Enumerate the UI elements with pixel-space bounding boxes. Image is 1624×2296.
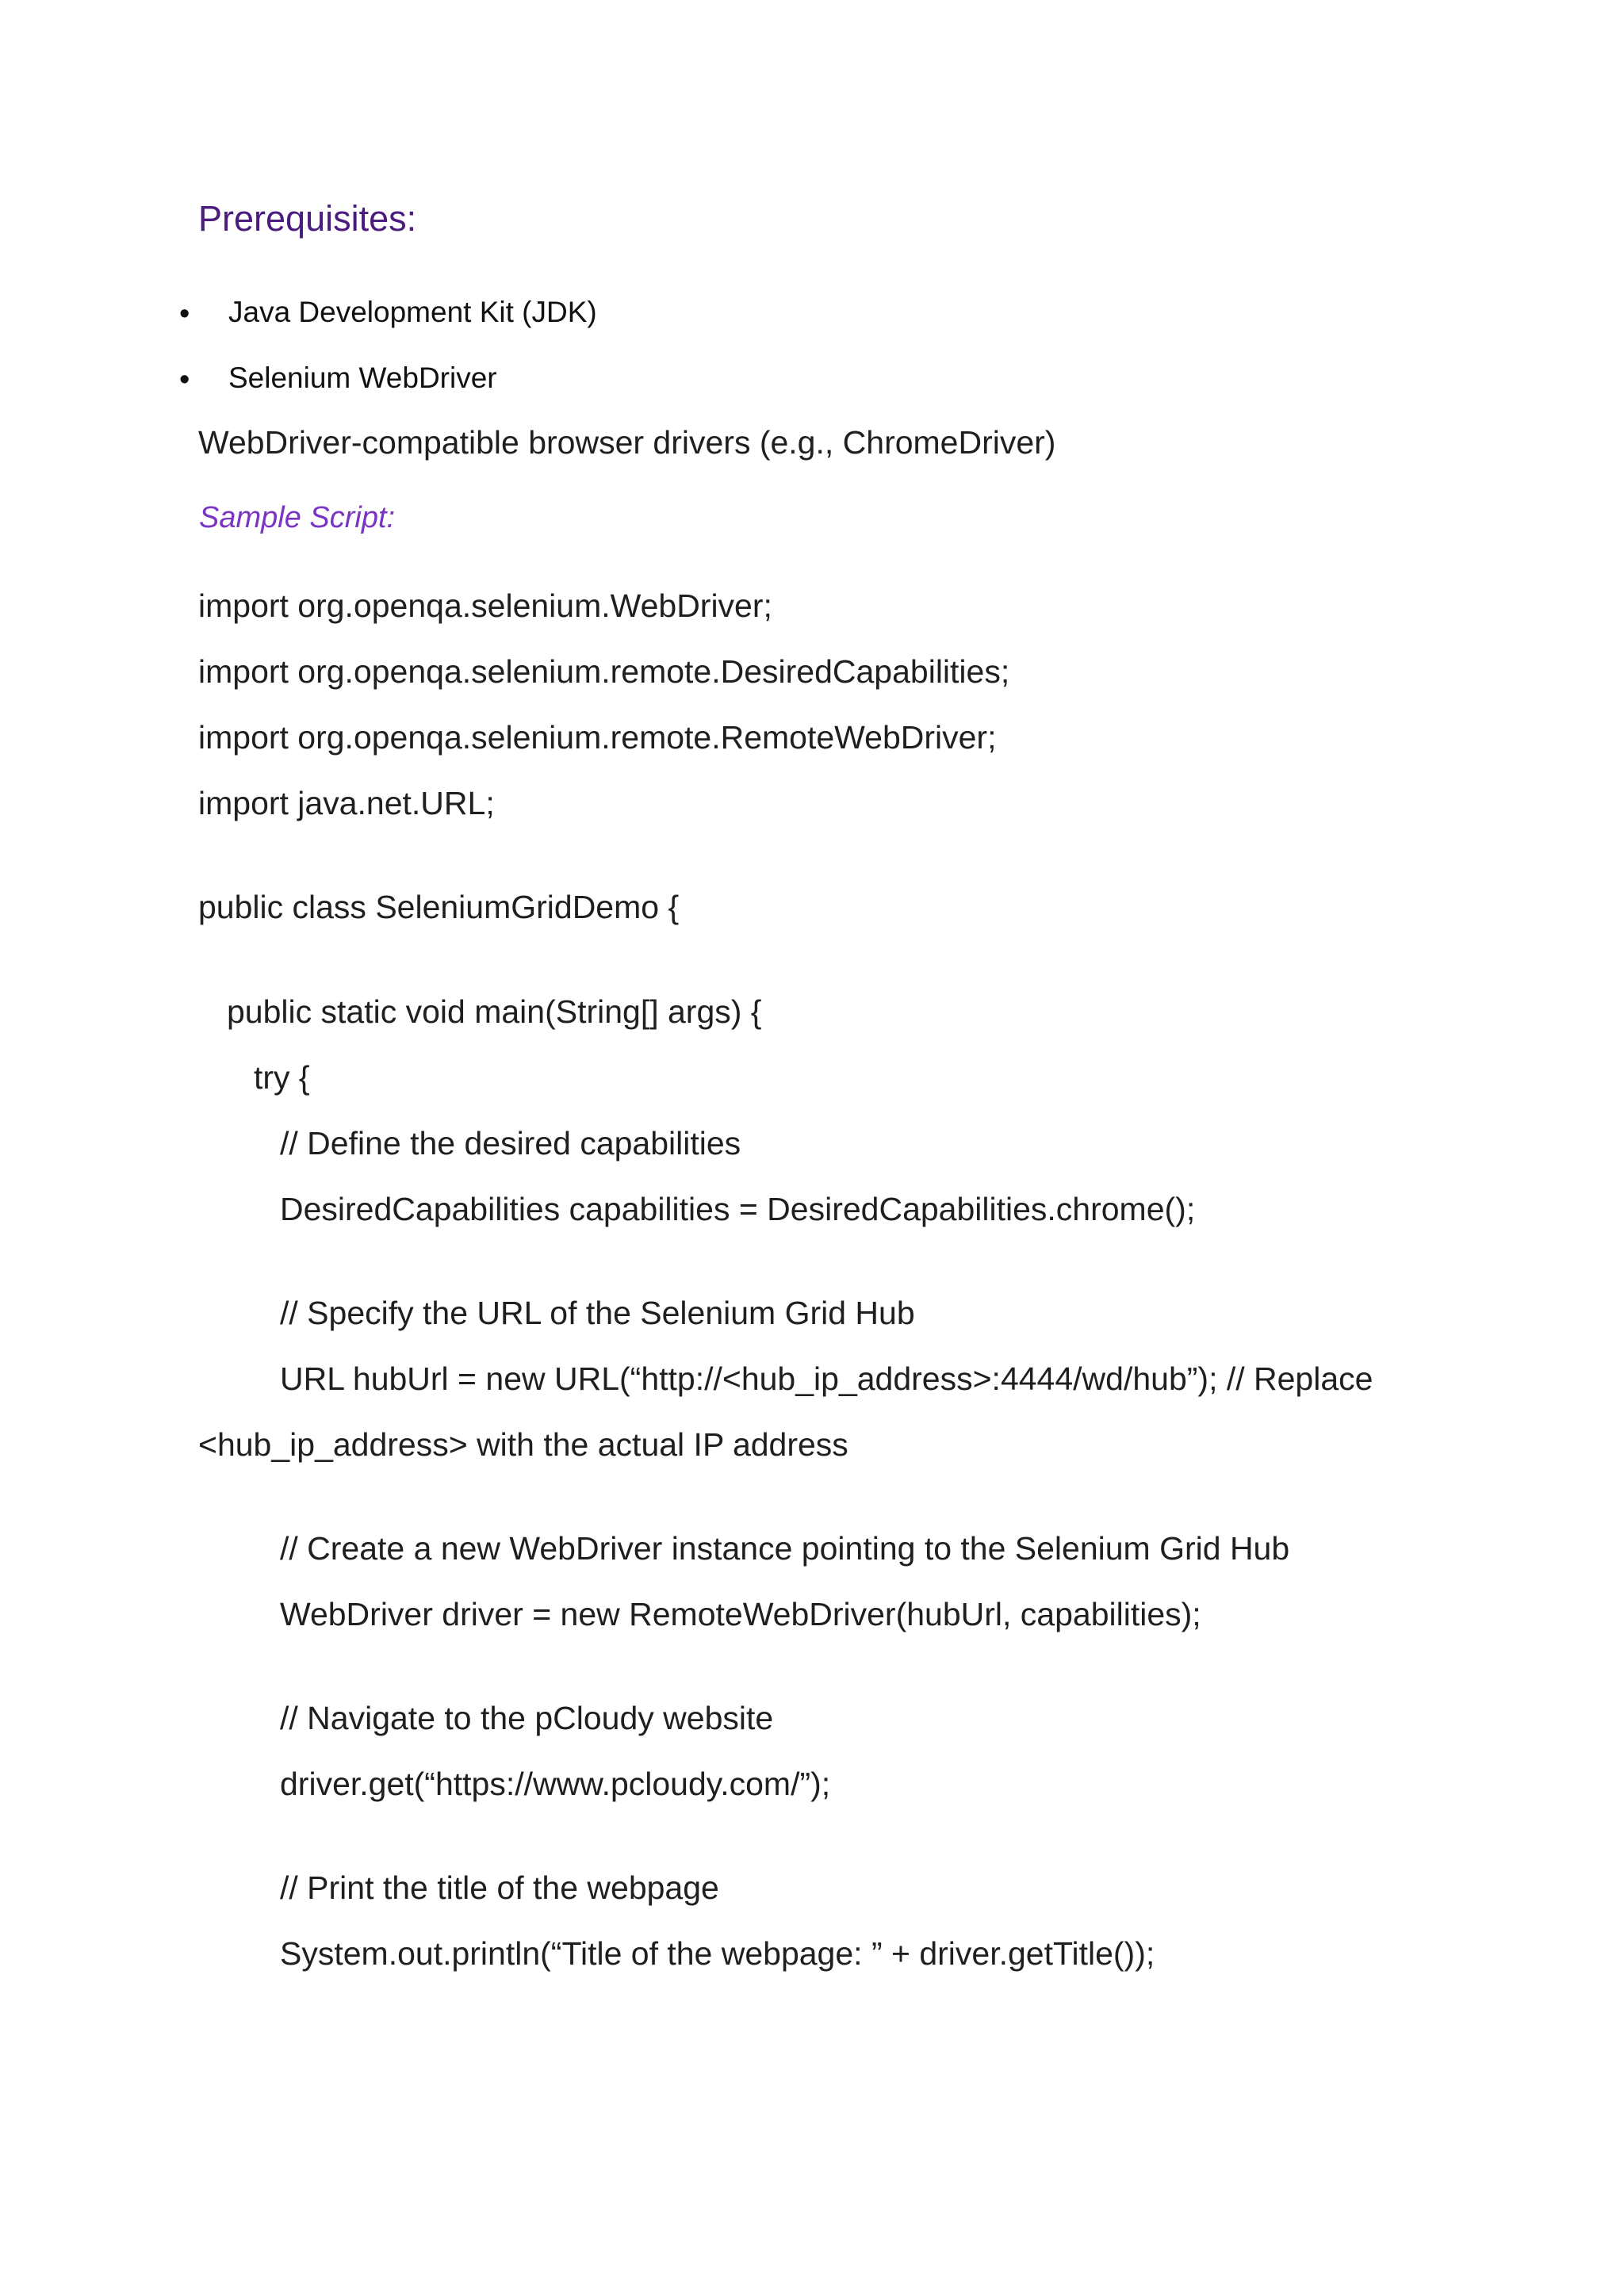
- code-line: <hub_ip_address> with the actual IP address: [198, 1426, 848, 1463]
- code-line: System.out.println(“Title of the webpage: ” + driver.getTitle());: [280, 1935, 1155, 1972]
- prerequisite-selenium-webdriver: Selenium WebDriver: [228, 362, 497, 394]
- code-comment: // Define the desired capabilities: [280, 1125, 741, 1161]
- code-line: DesiredCapabilities capabilities = DesiredCapabilities.chrome();: [280, 1191, 1196, 1227]
- code-line: public class SeleniumGridDemo {: [198, 889, 680, 925]
- code-comment: // Create a new WebDriver instance pointing to the Selenium Grid Hub: [280, 1530, 1290, 1567]
- drivers-line: WebDriver-compatible browser drivers (e.g., ChromeDriver): [198, 424, 1056, 461]
- code-line: import org.openqa.selenium.remote.DesiredCapabilities;: [198, 653, 1010, 690]
- code-comment: // Specify the URL of the Selenium Grid Hub: [280, 1295, 915, 1331]
- code-line: try {: [254, 1059, 310, 1096]
- code-line: import java.net.URL;: [198, 785, 495, 821]
- code-comment: // Print the title of the webpage: [280, 1869, 719, 1906]
- sample-script-label: Sample Script:: [199, 501, 396, 534]
- prerequisites-heading: Prerequisites:: [198, 198, 417, 239]
- bullet-icon: •: [179, 297, 190, 331]
- prerequisite-jdk: Java Development Kit (JDK): [228, 296, 597, 328]
- code-line: URL hubUrl = new URL(“http://<hub_ip_address>:4444/wd/hub”); // Replace: [280, 1360, 1373, 1397]
- code-line: WebDriver driver = new RemoteWebDriver(hubUrl, capabilities);: [280, 1596, 1201, 1632]
- code-comment: // Navigate to the pCloudy website: [280, 1700, 774, 1736]
- code-line: public static void main(String[] args) {: [227, 993, 762, 1030]
- code-line: import org.openqa.selenium.WebDriver;: [198, 587, 772, 624]
- bullet-icon: •: [179, 363, 190, 396]
- code-line: import org.openqa.selenium.remote.RemoteWebDriver;: [198, 719, 997, 756]
- code-line: driver.get(“https://www.pcloudy.com/”);: [280, 1766, 831, 1802]
